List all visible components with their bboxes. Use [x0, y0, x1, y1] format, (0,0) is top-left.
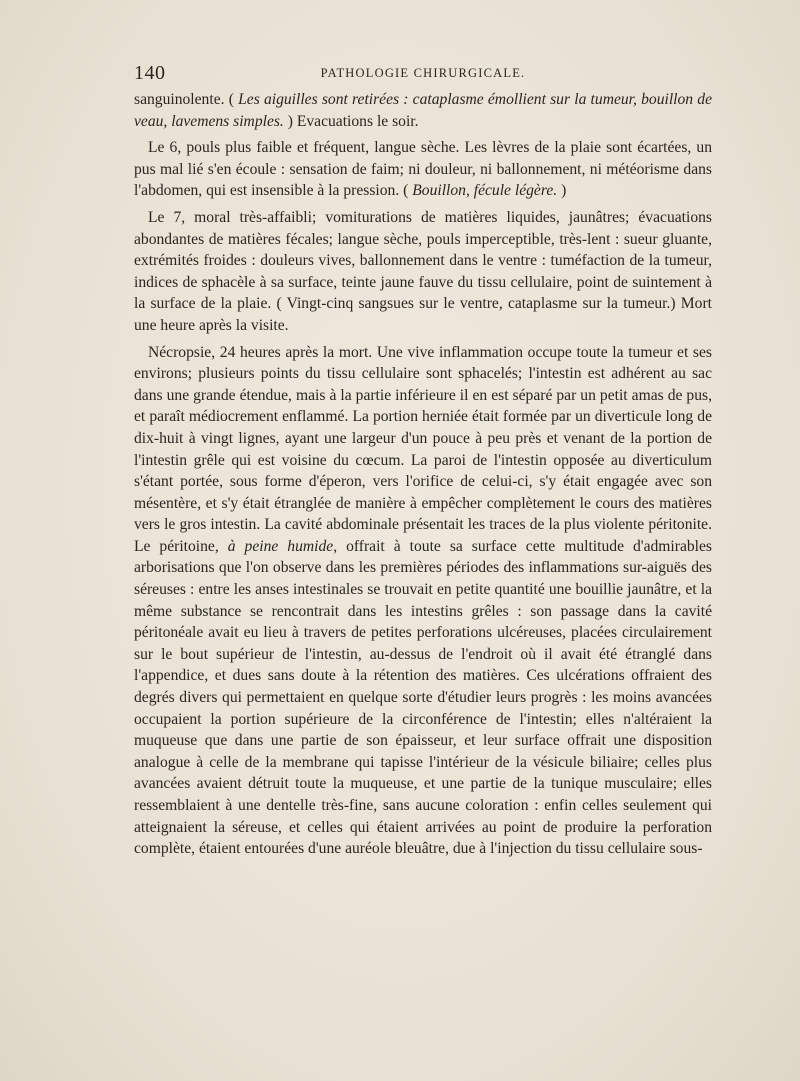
text-span: Nécropsie, 24 heures après la mort. Une vive inflammation occupe toute la tumeur et ses environs; plusieurs points du tissu cellulaire sont sphacelés; l'intestin est adhérent au sac dans une grande étendue, mais à la partie inférieure il en est séparé par un petit amas de pus, et paraît médiocrement enflammé. La portion herniée était formée par un diverticule long de dix-huit à vingt lignes, ayant une largeur d'un pouce à peu près et venant de la portion de l'intestin grêle qui est voisine du cœcum. La paroi de l'intestin opposée au diverticulum s'étant portée, sous forme d'éperon, vers l'orifice de celui-ci, s'y était engagée avec son mésentère, et s'y était étranglée de manière à empêcher complètement le cours des matières vers le gros intestin. La cavité abdominale présentait les traces de la plus violente péritonite. Le péritoine, [134, 343, 712, 555]
italic-span: Bouillon, fécule légère. [412, 182, 558, 200]
paragraph [134, 342, 712, 860]
paragraph [134, 207, 712, 337]
italic-span: Les aiguilles sont retirées : cataplasme émollient sur la tumeur, bouillon de veau, lavemens simples. [134, 91, 712, 130]
running-head: PATHOLOGIE CHIRURGICALE. [320, 66, 526, 80]
paragraph [134, 137, 712, 202]
paragraph [134, 89, 712, 132]
text-span: Le 6, pouls plus faible et fréquent, langue sèche. Les lèvres de la plaie sont écartées, un pus mal lié s'en écoule : sensation de faim; ni douleur, ni ballonnement, ni météorisme dans l'abdomen, qui est insensible à la pression. ( [134, 139, 712, 200]
text-span: ) Evacuations le soir. [283, 112, 419, 130]
italic-span: à peine humide [227, 537, 334, 555]
text-span: Le 7, moral très-affaibli; vomiturations de matières liquides, jaunâtres; évacuations abondantes de matières fécales; langue sèche, pouls imperceptible, très-lent : sueur gluante, extrémités froides : douleurs vives, ballonnement dans le ventre : tuméfaction de la tumeur, indices de sphacèle à sa surface, teinte jaune fauve du tissu cellulaire, point de suintement à la surface de la plaie. ( Vingt-cinq sangsues sur le ventre, cataplasme sur la tumeur.) Mort une heure après la visite. [134, 208, 712, 334]
body-text [134, 89, 712, 865]
text-span: ) [557, 182, 567, 200]
page-header [134, 62, 712, 86]
page-number: 140 [134, 62, 166, 84]
text-span: , offrait à toute sa surface cette multitude d'admirables arborisations que l'on observe dans les premières périodes des inflammations sur-aiguës des séreuses : entre les anses intestinales se trouvait en petite quantité une bouillie jaunâtre, et la même substance se rencontrait dans les intestins grêles : son passage dans la cavité péritonéale avait eu lieu à travers de petites perforations ulcéreuses, placées circulairement sur le bout supérieur de l'intestin, au-dessus de l'endroit où il avait été étranglé dans l'appendice, et dues sans doute à la rétention des matières. Ces ulcérations offraient des degrés divers qui permettaient en quelque sorte d'étudier leurs progrès : les moins avancées occupaient la portion supérieure de la circonférence de l'intestin; elles n'altéraient la muqueuse que dans une partie de son épaisseur, et leur surface offrait une disposition analogue à celle de la membrane qui tapisse l'intérieur de la vésicule biliaire; celles plus avancées avaient détruit toute la muqueuse, et une partie de la tunique musculaire; elles ressemblaient à une dentelle très-fine, sans aucune coloration : enfin celles seulement qui atteignaient la séreuse, et celles qui étaient arrivées au point de produire la perforation complète, étaient entourées d'une auréole bleuâtre, due à l'injection du tissu cellulaire sous- [134, 537, 712, 858]
text-span: sanguinolente. ( [134, 91, 239, 108]
